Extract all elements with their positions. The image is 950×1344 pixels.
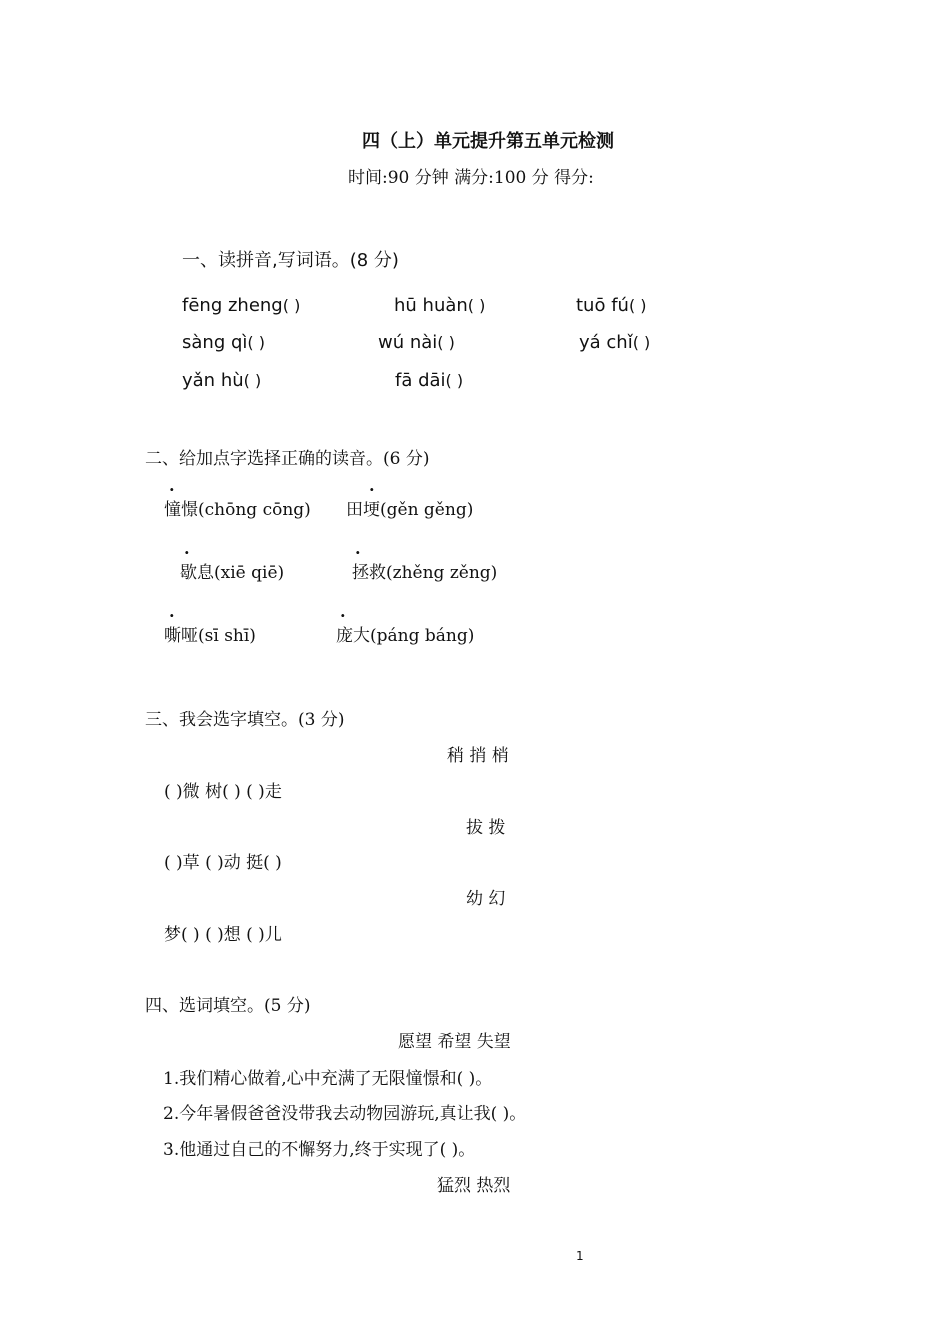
emphasis-dot: . (169, 476, 175, 495)
pinyin-item (378, 332, 455, 353)
answer-blank[interactable]: ( ) (243, 371, 262, 390)
char-choices: 幼 幻 (466, 889, 506, 909)
answer-blank[interactable]: ( ) (445, 371, 464, 390)
sentence-item[interactable]: 3.他通过自己的不懈努力,终于实现了( )。 (163, 1140, 476, 1160)
page-number: 1 (576, 1249, 584, 1263)
pinyin-label: tuō fú (576, 295, 629, 316)
emphasis-dot: . (184, 539, 190, 558)
pinyin-label: wú nài (378, 332, 438, 353)
pinyin-item (182, 295, 300, 316)
pinyin-item (182, 332, 265, 353)
word-choices: 猛烈 热烈 (437, 1176, 511, 1196)
word-choices: 愿望 希望 失望 (398, 1032, 511, 1052)
section3-heading: 三、我会选字填空。(3 分) (145, 710, 345, 730)
answer-blank[interactable]: ( ) (628, 296, 647, 315)
reading-choice-item: 憧憬(chōng cōng) (164, 500, 311, 520)
answer-blank[interactable]: ( ) (467, 296, 486, 315)
pinyin-label: fā dāi (395, 370, 446, 391)
reading-choice-item: 歇息(xiē qiē) (180, 563, 285, 583)
emphasis-dot: . (369, 476, 375, 495)
pinyin-item (394, 295, 485, 316)
fill-line[interactable]: ( )草 ( )动 挺( ) (164, 853, 282, 873)
page-title: 四（上）单元提升第五单元检测 (362, 131, 614, 152)
section4-heading: 四、选词填空。(5 分) (145, 996, 311, 1016)
char-choices: 稍 捎 梢 (447, 746, 509, 766)
emphasis-dot: . (169, 602, 175, 621)
reading-choice-item: 田埂(gěn gěng) (346, 500, 474, 520)
section1-heading: 一、读拼音,写词语。(8 分) (182, 250, 399, 271)
exam-info: 时间:90 分钟 满分:100 分 得分: (348, 168, 594, 188)
sentence-item[interactable]: 1.我们精心做着,心中充满了无限憧憬和( )。 (163, 1069, 493, 1089)
pinyin-label: yǎn hù (182, 370, 244, 391)
reading-choice-item: 嘶哑(sī shī) (164, 626, 256, 646)
pinyin-label: fēng zheng (182, 295, 283, 316)
fill-line[interactable]: ( )微 树( ) ( )走 (164, 782, 282, 802)
answer-blank[interactable]: ( ) (282, 296, 301, 315)
answer-blank[interactable]: ( ) (437, 333, 455, 352)
pinyin-label: yá chǐ (579, 332, 633, 353)
pinyin-item (182, 370, 261, 391)
emphasis-dot: . (355, 539, 361, 558)
answer-blank[interactable]: ( ) (247, 333, 265, 352)
fill-line[interactable]: 梦( ) ( )想 ( )儿 (164, 925, 282, 945)
answer-blank[interactable]: ( ) (632, 333, 651, 352)
reading-choice-item: 拯救(zhěng zěng) (352, 563, 498, 583)
pinyin-label: sàng qì (182, 332, 248, 353)
emphasis-dot: . (340, 602, 346, 621)
pinyin-item (395, 370, 463, 391)
pinyin-label: hū huàn (394, 295, 468, 316)
reading-choice-item: 庞大(páng báng) (336, 626, 475, 646)
pinyin-item (579, 332, 650, 353)
pinyin-item (576, 295, 647, 316)
sentence-item[interactable]: 2.今年暑假爸爸没带我去动物园游玩,真让我( )。 (163, 1104, 527, 1124)
char-choices: 拔 拨 (466, 818, 506, 838)
section2-heading: 二、给加点字选择正确的读音。(6 分) (145, 449, 430, 469)
